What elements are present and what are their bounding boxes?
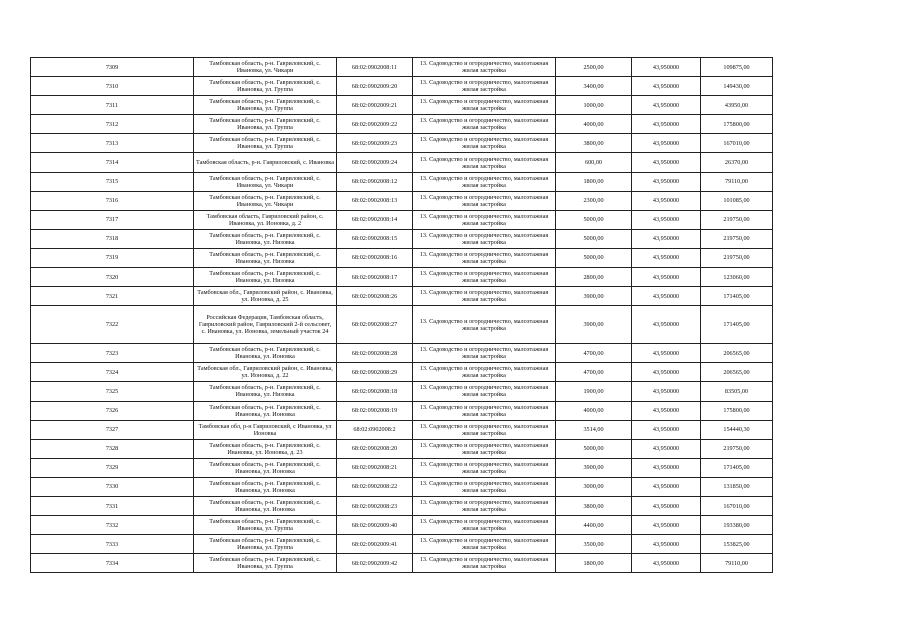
land-use-cell: 13. Садоводство и огородничество, малоэтажная жилая застройка <box>413 77 556 96</box>
row-number-cell: 7320 <box>31 268 194 287</box>
cadastral-number-cell: 68:02:0902009:24 <box>337 153 413 172</box>
rate-cell: 43,950000 <box>632 191 701 210</box>
table-row <box>31 268 773 287</box>
rate-cell: 43,950000 <box>632 420 701 439</box>
cadastral-number-cell: 68:02:0902008:13 <box>337 191 413 210</box>
cadastral-number-cell: 68:02:0902008:27 <box>337 306 413 344</box>
cadastral-value-cell: 153825,00 <box>701 535 773 554</box>
address-cell: Российская Федерация, Тамбовская область, Гавриловский район, Гавриловский 2-й сельсовет, с. Ивановка, ул. Ионовка, земельный участок 24 <box>194 306 337 344</box>
row-number-cell: 7316 <box>31 191 194 210</box>
table-row <box>31 458 773 477</box>
address-cell: Тамбовская область, р-н. Гавриловский, с. Ивановка, ул. Группа <box>194 96 337 115</box>
cadastral-value-cell: 219750,00 <box>701 210 773 229</box>
table-row <box>31 363 773 382</box>
cadastral-value-cell: 79110,00 <box>701 554 773 573</box>
cadastral-value-cell: 101085,00 <box>701 191 773 210</box>
cadastral-value-cell: 175800,00 <box>701 115 773 134</box>
cadastral-value-cell: 149430,00 <box>701 77 773 96</box>
address-cell: Тамбовская область, р-н. Гавриловский, с. Ивановка, ул. Ионовка <box>194 344 337 363</box>
address-cell: Тамбовская область, р-н. Гавриловский, с. Ивановка, ул. Группа <box>194 77 337 96</box>
table-row <box>31 477 773 496</box>
area-cell: 4000,00 <box>556 401 632 420</box>
area-cell: 3900,00 <box>556 306 632 344</box>
cadastral-number-cell: 68:02:0902009:21 <box>337 96 413 115</box>
rate-cell: 43,950000 <box>632 287 701 306</box>
area-cell: 2500,00 <box>556 58 632 77</box>
row-number-cell: 7312 <box>31 115 194 134</box>
table-row <box>31 210 773 229</box>
row-number-cell: 7324 <box>31 363 194 382</box>
area-cell: 5000,00 <box>556 210 632 229</box>
cadastral-value-cell: 26370,00 <box>701 153 773 172</box>
table-row <box>31 496 773 515</box>
rate-cell: 43,950000 <box>632 134 701 153</box>
rate-cell: 43,950000 <box>632 268 701 287</box>
table-row <box>31 153 773 172</box>
table-row <box>31 77 773 96</box>
land-parcels-table <box>30 57 773 573</box>
address-cell: Тамбовская область, р-н. Гавриловский, с. Ивановка, ул. Низовка <box>194 268 337 287</box>
table-body <box>31 58 773 573</box>
row-number-cell: 7322 <box>31 306 194 344</box>
land-use-cell: 13. Садоводство и огородничество, малоэтажная жилая застройка <box>413 115 556 134</box>
area-cell: 2300,00 <box>556 191 632 210</box>
area-cell: 4000,00 <box>556 115 632 134</box>
land-use-cell: 13. Садоводство и огородничество, малоэтажная жилая застройка <box>413 306 556 344</box>
table-row <box>31 191 773 210</box>
cadastral-number-cell: 68:02:0902008:14 <box>337 210 413 229</box>
rate-cell: 43,950000 <box>632 77 701 96</box>
area-cell: 4700,00 <box>556 363 632 382</box>
row-number-cell: 7321 <box>31 287 194 306</box>
area-cell: 4700,00 <box>556 344 632 363</box>
row-number-cell: 7334 <box>31 554 194 573</box>
address-cell: Тамбовская область, р-н. Гавриловский, с. Ивановка <box>194 153 337 172</box>
rate-cell: 43,950000 <box>632 96 701 115</box>
address-cell: Тамбовская область, р-н. Гавриловский, с. Ивановка, ул. Чикари <box>194 58 337 77</box>
rate-cell: 43,950000 <box>632 344 701 363</box>
rate-cell: 43,950000 <box>632 554 701 573</box>
cadastral-value-cell: 83505,00 <box>701 382 773 401</box>
rate-cell: 43,950000 <box>632 58 701 77</box>
area-cell: 5000,00 <box>556 248 632 267</box>
row-number-cell: 7318 <box>31 229 194 248</box>
area-cell: 3500,00 <box>556 535 632 554</box>
area-cell: 600,00 <box>556 153 632 172</box>
rate-cell: 43,950000 <box>632 535 701 554</box>
table-row <box>31 229 773 248</box>
cadastral-value-cell: 43950,00 <box>701 96 773 115</box>
area-cell: 1000,00 <box>556 96 632 115</box>
land-use-cell: 13. Садоводство и огородничество, малоэтажная жилая застройка <box>413 58 556 77</box>
cadastral-number-cell: 68:02:0902008:22 <box>337 477 413 496</box>
area-cell: 3900,00 <box>556 287 632 306</box>
land-use-cell: 13. Садоводство и огородничество, малоэтажная жилая застройка <box>413 554 556 573</box>
address-cell: Тамбовская область, р-н. Гавриловский, с. Ивановка, ул. Группа <box>194 115 337 134</box>
land-use-cell: 13. Садоводство и огородничество, малоэтажная жилая застройка <box>413 229 556 248</box>
cadastral-number-cell: 68:02:0902008:20 <box>337 439 413 458</box>
land-use-cell: 13. Садоводство и огородничество, малоэтажная жилая застройка <box>413 210 556 229</box>
land-use-cell: 13. Садоводство и огородничество, малоэтажная жилая застройка <box>413 401 556 420</box>
area-cell: 4400,00 <box>556 516 632 535</box>
land-use-cell: 13. Садоводство и огородничество, малоэтажная жилая застройка <box>413 439 556 458</box>
table-row <box>31 401 773 420</box>
cadastral-value-cell: 193380,00 <box>701 516 773 535</box>
address-cell: Тамбовская область, Гавриловский район, с. Ивановка, ул. Ионовка, д. 2 <box>194 210 337 229</box>
land-use-cell: 13. Садоводство и огородничество, малоэтажная жилая застройка <box>413 344 556 363</box>
row-number-cell: 7317 <box>31 210 194 229</box>
rate-cell: 43,950000 <box>632 458 701 477</box>
area-cell: 3000,00 <box>556 477 632 496</box>
address-cell: Тамбовская область, р-н. Гавриловский, с. Ивановка, ул. Ионовка <box>194 496 337 515</box>
area-cell: 5000,00 <box>556 439 632 458</box>
rate-cell: 43,950000 <box>632 477 701 496</box>
address-cell: Тамбовская область, р-н. Гавриловский, с. Ивановка, ул. Ионовка, д. 23 <box>194 439 337 458</box>
rate-cell: 43,950000 <box>632 248 701 267</box>
cadastral-number-cell: 68:02:0902008:19 <box>337 401 413 420</box>
cadastral-value-cell: 109875,00 <box>701 58 773 77</box>
cadastral-number-cell: 68:02:0902008:29 <box>337 363 413 382</box>
row-number-cell: 7309 <box>31 58 194 77</box>
cadastral-value-cell: 167010,00 <box>701 134 773 153</box>
table-row <box>31 554 773 573</box>
rate-cell: 43,950000 <box>632 363 701 382</box>
address-cell: Тамбовская область, р-н. Гавриловский, с. Ивановка, ул. Группа <box>194 554 337 573</box>
address-cell: Тамбовская область, р-н. Гавриловский, с. Ивановка, ул. Ионовка <box>194 401 337 420</box>
cadastral-number-cell: 68:02:0902008:23 <box>337 496 413 515</box>
row-number-cell: 7326 <box>31 401 194 420</box>
land-use-cell: 13. Садоводство и огородничество, малоэтажная жилая застройка <box>413 477 556 496</box>
row-number-cell: 7314 <box>31 153 194 172</box>
land-use-cell: 13. Садоводство и огородничество, малоэтажная жилая застройка <box>413 535 556 554</box>
cadastral-number-cell: 68:02:0902009:20 <box>337 77 413 96</box>
address-cell: Тамбовская область, р-н. Гавриловский, с. Ивановка, ул. Группа <box>194 535 337 554</box>
cadastral-number-cell: 68:02:0902009:42 <box>337 554 413 573</box>
area-cell: 1900,00 <box>556 382 632 401</box>
cadastral-value-cell: 219750,00 <box>701 229 773 248</box>
table-row <box>31 248 773 267</box>
address-cell: Тамбовская область, р-н. Гавриловский, с. Ивановка, ул. Низовка <box>194 248 337 267</box>
land-use-cell: 13. Садоводство и огородничество, малоэтажная жилая застройка <box>413 248 556 267</box>
row-number-cell: 7329 <box>31 458 194 477</box>
table-row <box>31 420 773 439</box>
address-cell: Тамбовская обл., Гавриловский район, с. Ивановка, ул. Ионовка, д. 25 <box>194 287 337 306</box>
row-number-cell: 7331 <box>31 496 194 515</box>
table-row <box>31 516 773 535</box>
row-number-cell: 7328 <box>31 439 194 458</box>
row-number-cell: 7313 <box>31 134 194 153</box>
cadastral-number-cell: 68:02:0902008:15 <box>337 229 413 248</box>
area-cell: 2800,00 <box>556 268 632 287</box>
rate-cell: 43,950000 <box>632 115 701 134</box>
land-use-cell: 13. Садоводство и огородничество, малоэтажная жилая застройка <box>413 420 556 439</box>
table-row <box>31 382 773 401</box>
cadastral-number-cell: 68:02:0902008:18 <box>337 382 413 401</box>
cadastral-number-cell: 68:02:0902009:22 <box>337 115 413 134</box>
cadastral-number-cell: 68:02:0902008:26 <box>337 287 413 306</box>
land-use-cell: 13. Садоводство и огородничество, малоэтажная жилая застройка <box>413 172 556 191</box>
cadastral-number-cell: 68:02:0902008:12 <box>337 172 413 191</box>
address-cell: Тамбовская область, р-н. Гавриловский, с. Ивановка, ул. Чикари <box>194 191 337 210</box>
row-number-cell: 7315 <box>31 172 194 191</box>
area-cell: 3400,00 <box>556 77 632 96</box>
row-number-cell: 7310 <box>31 77 194 96</box>
cadastral-number-cell: 68:02:0902008:16 <box>337 248 413 267</box>
table-row <box>31 134 773 153</box>
rate-cell: 43,950000 <box>632 516 701 535</box>
cadastral-value-cell: 167010,00 <box>701 496 773 515</box>
row-number-cell: 7325 <box>31 382 194 401</box>
cadastral-number-cell: 68:02:0902008:28 <box>337 344 413 363</box>
table-row <box>31 58 773 77</box>
table-row <box>31 115 773 134</box>
row-number-cell: 7311 <box>31 96 194 115</box>
cadastral-number-cell: 68:02:0902008:11 <box>337 58 413 77</box>
row-number-cell: 7330 <box>31 477 194 496</box>
address-cell: Тамбовская обл., Гавриловский район, с. Ивановка, ул. Ионовка, д. 22 <box>194 363 337 382</box>
cadastral-value-cell: 206565,00 <box>701 344 773 363</box>
cadastral-value-cell: 171405,00 <box>701 458 773 477</box>
land-use-cell: 13. Садоводство и огородничество, малоэтажная жилая застройка <box>413 134 556 153</box>
rate-cell: 43,950000 <box>632 306 701 344</box>
table-row <box>31 306 773 344</box>
address-cell: Тамбовская область, р-н. Гавриловский, с. Ивановка, ул. Группа <box>194 516 337 535</box>
row-number-cell: 7323 <box>31 344 194 363</box>
rate-cell: 43,950000 <box>632 439 701 458</box>
address-cell: Тамбовская область, р-н. Гавриловский, с. Ивановка, ул. Чикари <box>194 172 337 191</box>
area-cell: 3514,00 <box>556 420 632 439</box>
rate-cell: 43,950000 <box>632 153 701 172</box>
land-use-cell: 13. Садоводство и огородничество, малоэтажная жилая застройка <box>413 191 556 210</box>
rate-cell: 43,950000 <box>632 496 701 515</box>
row-number-cell: 7327 <box>31 420 194 439</box>
cadastral-value-cell: 131850,00 <box>701 477 773 496</box>
land-use-cell: 13. Садоводство и огородничество, малоэтажная жилая застройка <box>413 363 556 382</box>
area-cell: 1800,00 <box>556 172 632 191</box>
cadastral-number-cell: 68:02:0902009:23 <box>337 134 413 153</box>
rate-cell: 43,950000 <box>632 229 701 248</box>
row-number-cell: 7319 <box>31 248 194 267</box>
table-row <box>31 344 773 363</box>
area-cell: 3800,00 <box>556 134 632 153</box>
cadastral-number-cell: 68:02:0902008:21 <box>337 458 413 477</box>
land-use-cell: 13. Садоводство и огородничество, малоэтажная жилая застройка <box>413 382 556 401</box>
cadastral-number-cell: 68:02:0902009:41 <box>337 535 413 554</box>
cadastral-value-cell: 154440,30 <box>701 420 773 439</box>
cadastral-value-cell: 123060,00 <box>701 268 773 287</box>
row-number-cell: 7332 <box>31 516 194 535</box>
land-use-cell: 13. Садоводство и огородничество, малоэтажная жилая застройка <box>413 96 556 115</box>
land-use-cell: 13. Садоводство и огородничество, малоэтажная жилая застройка <box>413 458 556 477</box>
cadastral-value-cell: 206565,00 <box>701 363 773 382</box>
area-cell: 3900,00 <box>556 458 632 477</box>
cadastral-value-cell: 171405,00 <box>701 287 773 306</box>
land-use-cell: 13. Садоводство и огородничество, малоэтажная жилая застройка <box>413 516 556 535</box>
land-use-cell: 13. Садоводство и огородничество, малоэтажная жилая застройка <box>413 268 556 287</box>
table-row <box>31 535 773 554</box>
table-row <box>31 439 773 458</box>
cadastral-value-cell: 79110,00 <box>701 172 773 191</box>
area-cell: 3800,00 <box>556 496 632 515</box>
row-number-cell: 7333 <box>31 535 194 554</box>
table-row <box>31 287 773 306</box>
address-cell: Тамбовская область, р-н. Гавриловский, с. Ивановка, ул. Ионовка <box>194 458 337 477</box>
area-cell: 5000,00 <box>556 229 632 248</box>
address-cell: Тамбовская область, р-н. Гавриловский, с. Ивановка, ул. Ионовка <box>194 477 337 496</box>
rate-cell: 43,950000 <box>632 382 701 401</box>
address-cell: Тамбовская обл, р-н Гавриловский, с Ивановка, ул Ионовка <box>194 420 337 439</box>
cadastral-number-cell: 68:02:0902008:17 <box>337 268 413 287</box>
cadastral-number-cell: 68:02:0902009:40 <box>337 516 413 535</box>
cadastral-value-cell: 219750,00 <box>701 439 773 458</box>
land-use-cell: 13. Садоводство и огородничество, малоэтажная жилая застройка <box>413 496 556 515</box>
rate-cell: 43,950000 <box>632 210 701 229</box>
table-row <box>31 172 773 191</box>
cadastral-value-cell: 175800,00 <box>701 401 773 420</box>
rate-cell: 43,950000 <box>632 172 701 191</box>
address-cell: Тамбовская область, р-н. Гавриловский, с. Ивановка, ул. Низовка <box>194 229 337 248</box>
cadastral-number-cell: 68:02:0902008:2 <box>337 420 413 439</box>
cadastral-value-cell: 219750,00 <box>701 248 773 267</box>
area-cell: 1800,00 <box>556 554 632 573</box>
table-row <box>31 96 773 115</box>
address-cell: Тамбовская область, р-н. Гавриловский, с. Ивановка, ул. Группа <box>194 134 337 153</box>
cadastral-value-cell: 171405,00 <box>701 306 773 344</box>
address-cell: Тамбовская область, р-н. Гавриловский, с. Ивановка, ул. Низовка <box>194 382 337 401</box>
land-use-cell: 13. Садоводство и огородничество, малоэтажная жилая застройка <box>413 287 556 306</box>
rate-cell: 43,950000 <box>632 401 701 420</box>
land-use-cell: 13. Садоводство и огородничество, малоэтажная жилая застройка <box>413 153 556 172</box>
